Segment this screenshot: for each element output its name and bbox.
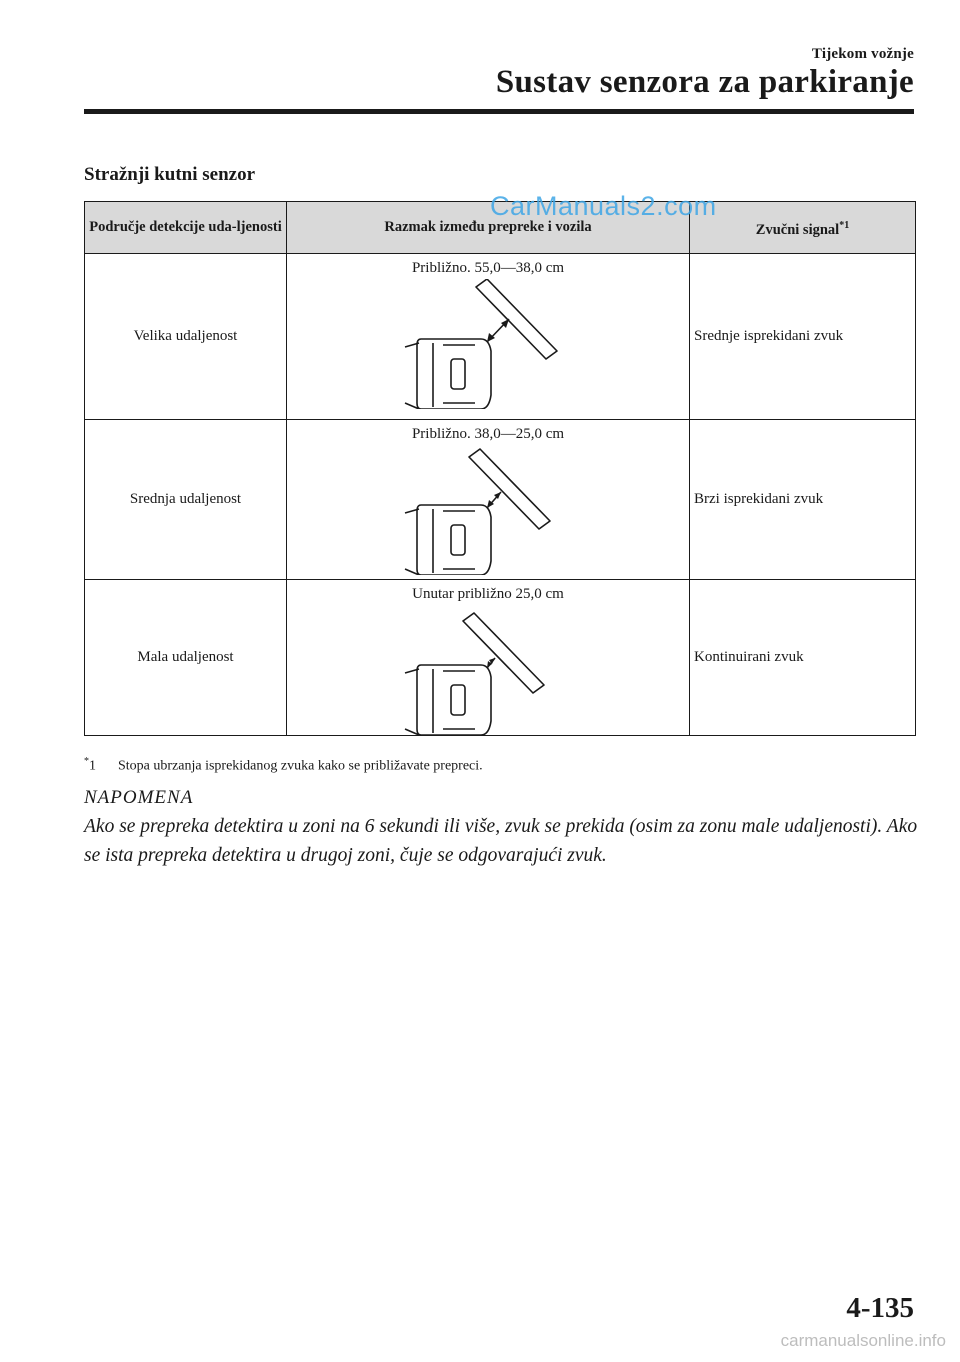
car-obstacle-diagram-icon <box>403 279 573 409</box>
distance-cell <box>287 254 690 420</box>
zone-cell: Mala udaljenost <box>85 580 287 736</box>
sensor-distance-table <box>84 201 916 736</box>
table-row <box>85 580 916 736</box>
signal-cell: Brzi isprekidani zvuk <box>690 420 916 580</box>
footnote-text: Stopa ubrzanja isprekidanog zvuka kako se približavate prepreci. <box>118 758 483 774</box>
car-obstacle-diagram-icon <box>403 605 573 735</box>
zone-cell: Srednja udaljenost <box>85 420 287 580</box>
zone-cell: Velika udaljenost <box>85 254 287 420</box>
watermark-bottom: carmanualsonline.info <box>780 1331 946 1350</box>
note-heading: NAPOMENA <box>84 787 194 808</box>
chapter-subtitle: Tijekom vožnje <box>811 46 914 62</box>
footnote-marker: *1 <box>84 756 96 774</box>
table-row <box>85 254 916 420</box>
car-obstacle-diagram-icon <box>403 445 573 575</box>
page-number: 4-135 <box>846 1292 914 1324</box>
distance-text: Približno. 55,0—38,0 cm <box>411 260 565 276</box>
section-title: Stražnji kutni senzor <box>84 164 255 185</box>
header-divider <box>84 109 914 114</box>
signal-cell: Srednje isprekidani zvuk <box>690 254 916 420</box>
distance-text: Približno. 38,0—25,0 cm <box>411 426 565 442</box>
signal-cell: Kontinuirani zvuk <box>690 580 916 736</box>
chapter-title: Sustav senzora za parkiranje <box>495 64 914 100</box>
column-header-signal: Zvučni signal$^{*1}$ <box>690 202 916 254</box>
distance-cell <box>287 420 690 580</box>
distance-text: Unutar približno 25,0 cm <box>412 586 564 602</box>
distance-cell <box>287 580 690 736</box>
watermark-logo-top: CarManuals2.com <box>490 191 717 221</box>
note-body: Ako se prepreka detektira u zoni na 6 sekundi ili više, zvuk se prekida (osim za zonu male udaljenosti). Ako se ista prepreka detektira u drugoj zoni, čuje se odgovarajući zvuk. <box>84 816 918 866</box>
column-header-zone: Područje detekcije uda-ljenosti <box>85 202 287 254</box>
column-header-distance: Razmak između prepreke i vozila <box>287 202 690 254</box>
table-footnote <box>84 756 483 775</box>
table-row <box>85 420 916 580</box>
